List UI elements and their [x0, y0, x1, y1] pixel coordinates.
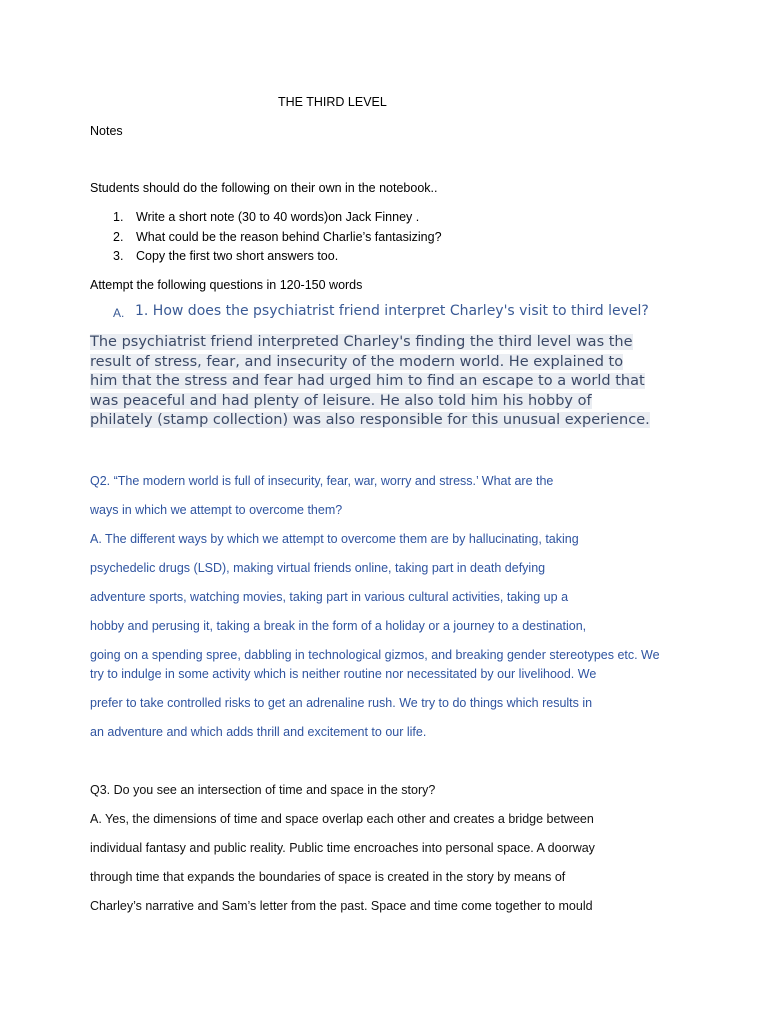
attempt-instruction: Attempt the following questions in 120-150 words — [90, 278, 363, 292]
q3-answer-line: individual fantasy and public reality. Public time encroaches into personal space. A doorway — [90, 841, 595, 855]
document-title: THE THIRD LEVEL — [278, 95, 387, 109]
task-number: 2. — [113, 230, 124, 244]
task-number: 3. — [113, 249, 124, 263]
q1-answer-line: philately (stamp collection) was also responsible for this unusual experience. — [90, 412, 650, 428]
task-item: Write a short note (30 to 40 words)on Jack Finney . — [136, 210, 420, 224]
q1-question: 1. How does the psychiatrist friend interpret Charley's visit to third level? — [135, 303, 649, 319]
q1-answer-line: The psychiatrist friend interpreted Charley's finding the third level was the — [90, 334, 633, 350]
notes-heading: Notes — [90, 124, 123, 138]
q1-list-letter: A. — [113, 306, 125, 320]
instruction-text: Students should do the following on their own in the notebook.. — [90, 181, 438, 195]
task-number: 1. — [113, 210, 124, 224]
q2-answer-line: adventure sports, watching movies, taking part in various cultural activities, taking up a — [90, 590, 569, 604]
q2-answer-line: psychedelic drugs (LSD), making virtual friends online, taking part in death defying — [90, 561, 546, 575]
q2-question-line: ways in which we attempt to overcome them? — [90, 503, 343, 517]
q2-answer-line: A. The different ways by which we attempt to overcome them are by hallucinating, taking — [90, 532, 579, 546]
q3-answer-line: Charley’s narrative and Sam’s letter from the past. Space and time come together to mould — [90, 899, 593, 913]
q2-answer-line: going on a spending spree, dabbling in technological gizmos, and breaking gender stereotypes etc. We — [90, 648, 660, 662]
q1-answer-line: was peaceful and had plenty of leisure. He also told him his hobby of — [90, 392, 592, 409]
q2-answer-line: try to indulge in some activity which is neither routine nor necessitated by our livelihood. We — [90, 667, 597, 681]
q2-answer-line: an adventure and which adds thrill and excitement to our life. — [90, 725, 427, 739]
q3-answer-line: A. Yes, the dimensions of time and space overlap each other and creates a bridge between — [90, 812, 594, 826]
task-item: Copy the first two short answers too. — [136, 249, 339, 263]
q1-answer-line: result of stress, fear, and insecurity of the modern world. He explained to — [90, 353, 624, 370]
q1-answer-line: him that the stress and fear had urged him to find an escape to a world that — [90, 373, 645, 389]
q2-answer-line: prefer to take controlled risks to get an adrenaline rush. We try to do things which results in — [90, 696, 593, 710]
q3-answer-line: through time that expands the boundaries of space is created in the story by means of — [90, 870, 566, 884]
q1-answer — [90, 333, 682, 431]
q2-question-line: Q2. “The modern world is full of insecurity, fear, war, worry and stress.’ What are the — [90, 474, 554, 488]
task-item: What could be the reason behind Charlie’s fantasizing? — [136, 230, 442, 244]
q2-answer-line: hobby and perusing it, taking a break in the form of a holiday or a journey to a destination, — [90, 619, 587, 633]
q3-question-line: Q3. Do you see an intersection of time and space in the story? — [90, 783, 436, 797]
